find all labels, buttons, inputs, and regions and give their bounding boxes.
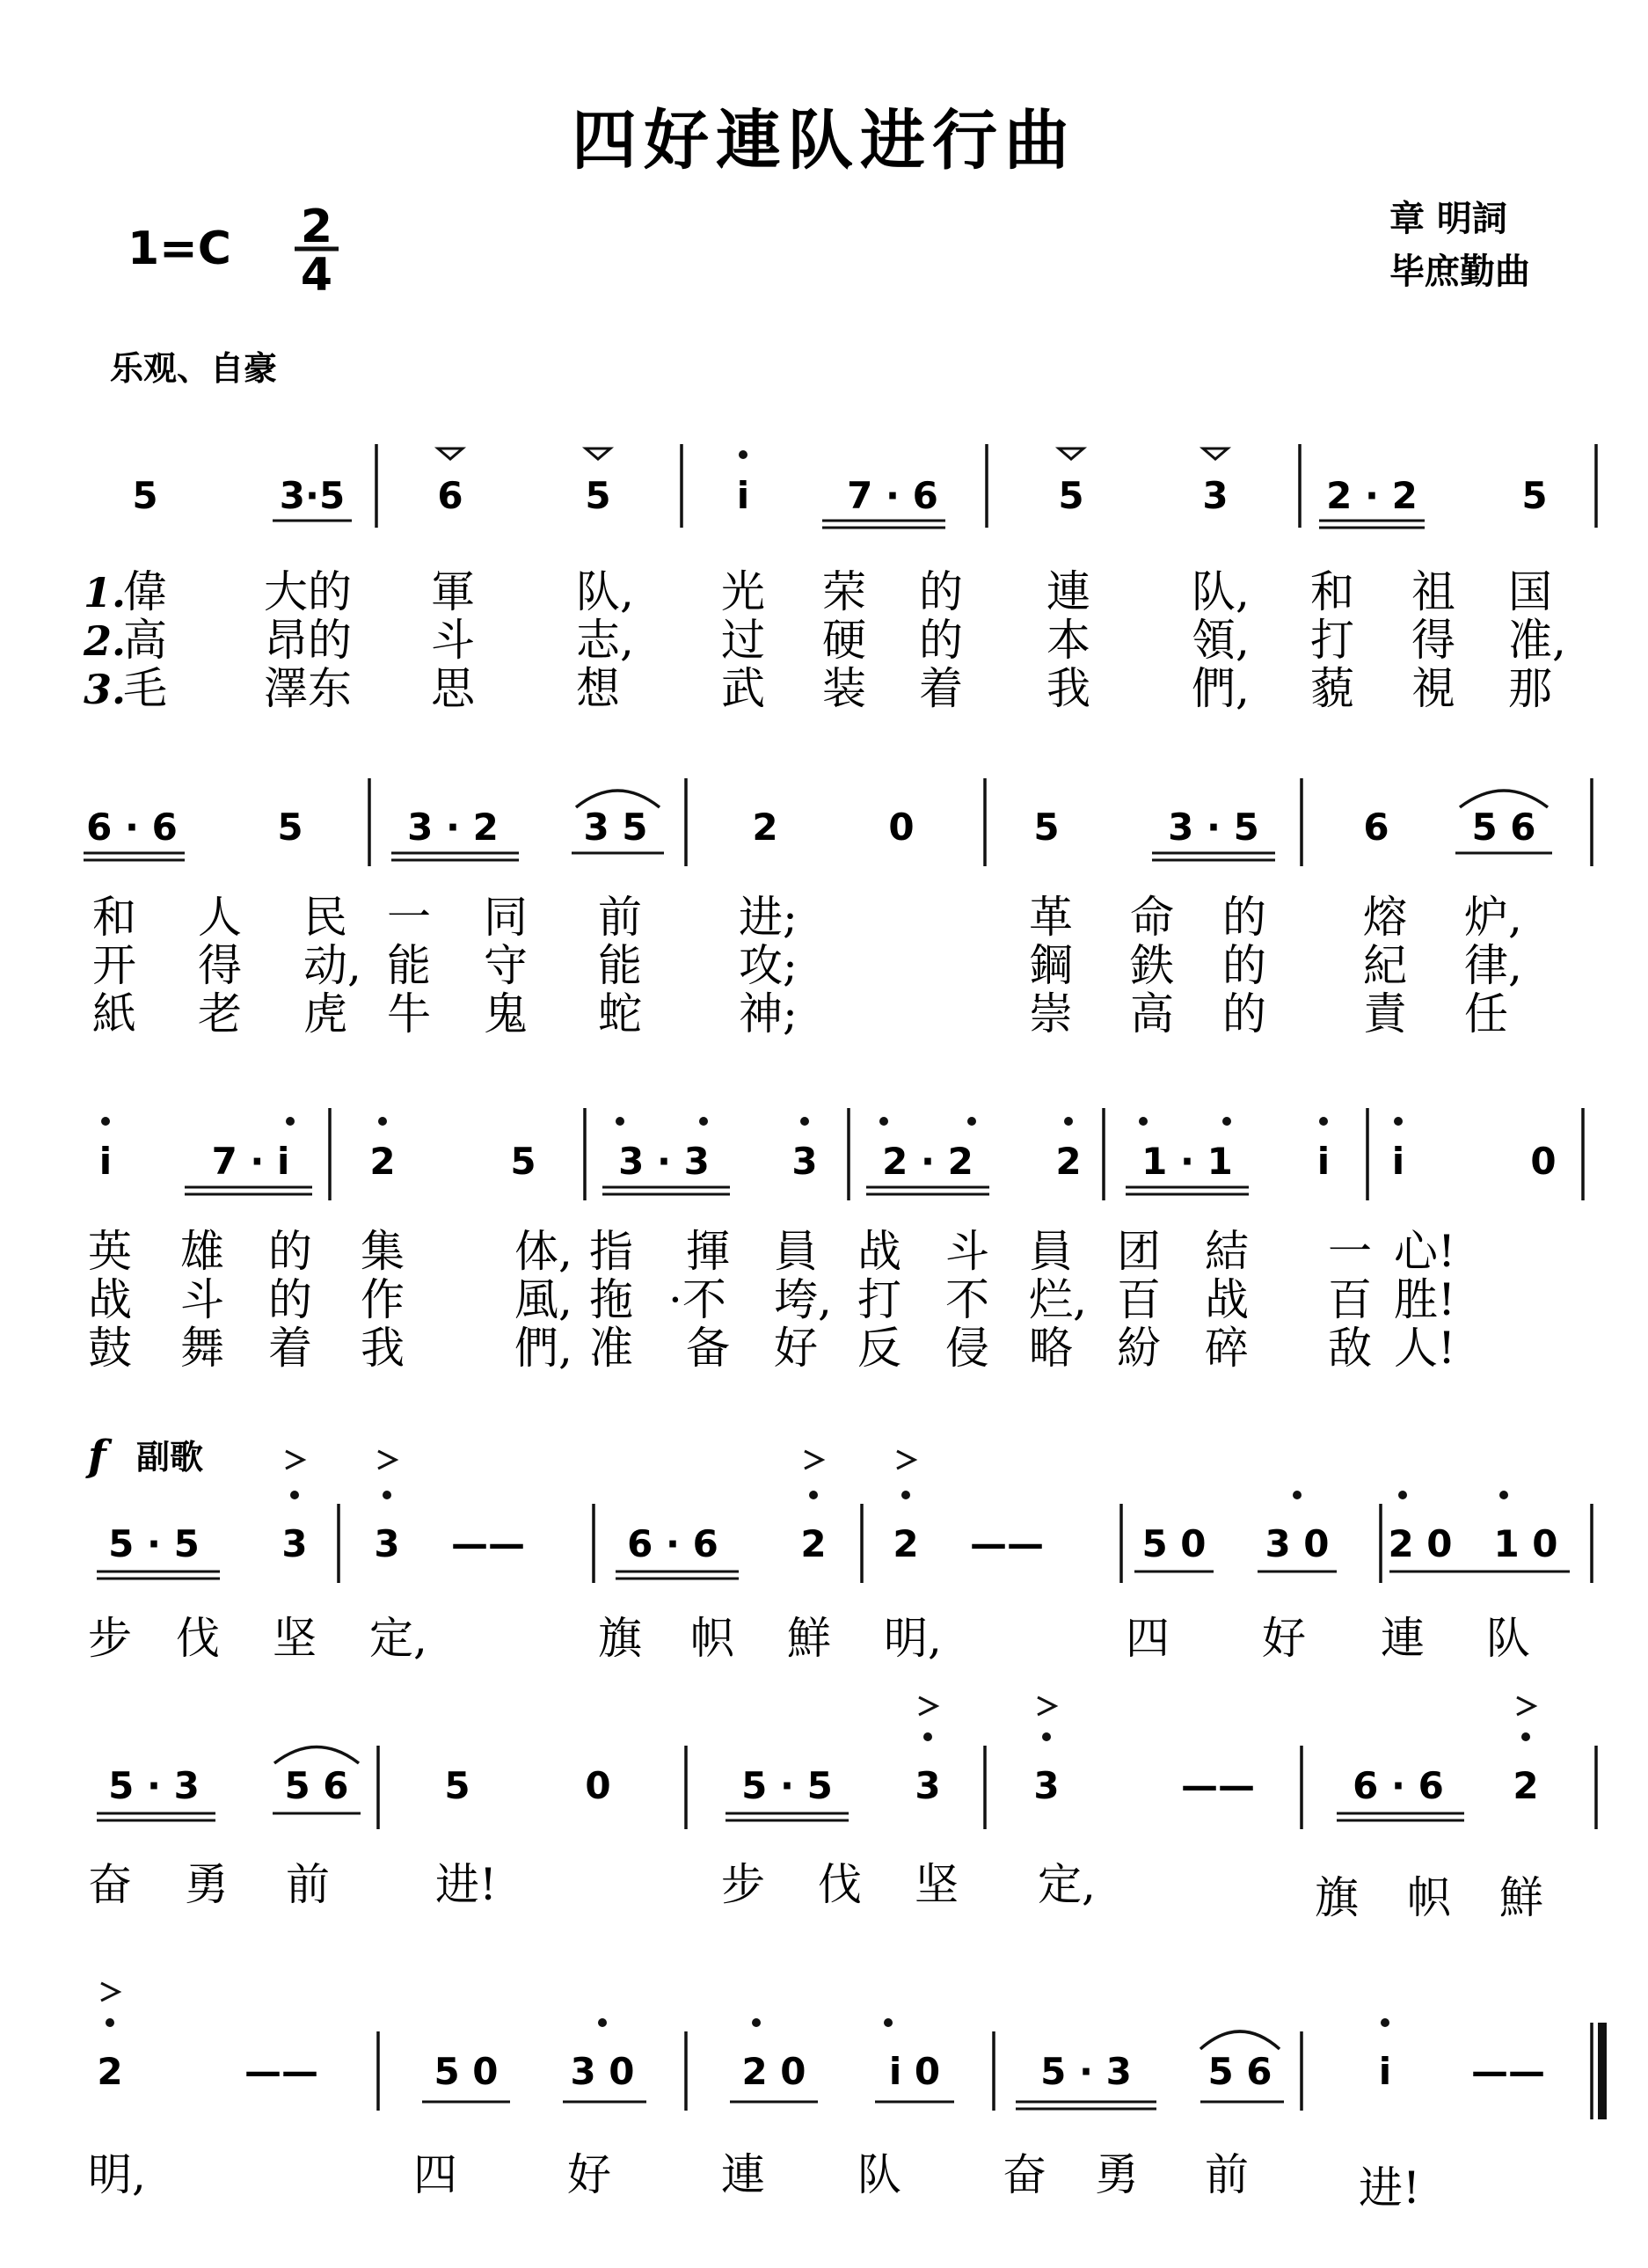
note: 6 · 6: [1353, 1764, 1444, 1807]
lyric: 鮮: [787, 1613, 831, 1664]
note: 5: [1033, 806, 1060, 849]
staff-3-notes: [99, 1140, 1557, 1183]
note: 6 · 6: [627, 1522, 718, 1565]
lyric: 人: [198, 892, 242, 943]
lyric: 責: [1363, 988, 1407, 1039]
note: 2: [369, 1140, 396, 1183]
lyric: 荣: [822, 566, 866, 617]
lyric: 藐: [1310, 663, 1354, 714]
lyric: 着: [919, 663, 963, 714]
lyric: ·不: [668, 1274, 726, 1325]
lyric: 連: [721, 2149, 765, 2200]
lyric: 作: [361, 1274, 405, 1325]
note: 3 0: [1265, 1522, 1330, 1565]
octave-dot: [286, 1117, 295, 1126]
lyric: 开: [92, 940, 136, 991]
lyric: 的: [919, 566, 963, 617]
octave-dot: [1222, 1117, 1231, 1126]
lyric: 旗: [1315, 1872, 1359, 1923]
octave-dot: [923, 1732, 932, 1741]
note: 3: [374, 1522, 400, 1565]
lyric: 領,: [1192, 615, 1250, 666]
lyric: 前: [598, 892, 642, 943]
dynamic-marking: f: [88, 1432, 106, 1481]
lyric: 和: [1310, 566, 1354, 617]
accent-mark: [897, 1451, 915, 1469]
octave-dot: [1042, 1732, 1051, 1741]
chorus-label: 副歌: [136, 1437, 204, 1477]
lyric: 英: [88, 1226, 132, 1277]
accent-mark: [1038, 1697, 1055, 1715]
lyric: 队: [857, 2149, 901, 2200]
lyric: 着: [268, 1323, 312, 1374]
lyric: 律,: [1464, 940, 1522, 991]
lyric: 老: [198, 988, 242, 1039]
lyric: 大的: [264, 566, 352, 617]
lyric: 得: [198, 940, 242, 991]
lyric: 結: [1205, 1226, 1249, 1277]
lyricist-credit: 章 明詞: [1389, 198, 1507, 239]
lyric: 明,: [88, 2149, 146, 2200]
octave-dot: [106, 2018, 114, 2027]
lyric: 能: [387, 940, 431, 991]
lyric: 命: [1130, 892, 1174, 943]
lyric: 好: [1262, 1613, 1306, 1664]
lyric: 光: [721, 566, 765, 617]
octave-dot: [967, 1117, 976, 1126]
note: 2 0: [1388, 1522, 1453, 1565]
lyric: 熔: [1363, 892, 1407, 943]
lyric: 帜: [690, 1613, 734, 1664]
lyric: 高: [123, 615, 167, 666]
note: i: [1316, 1140, 1331, 1183]
staff-2-lyrics: [92, 892, 1522, 1039]
note: 5 0: [1141, 1522, 1207, 1565]
lyric: 伐: [176, 1613, 220, 1664]
octave-dot: [598, 2018, 607, 2027]
fermata-mark: [1203, 448, 1228, 459]
note: 7 · 6: [847, 474, 938, 517]
note: 3: [791, 1140, 818, 1183]
staff-6: [88, 1983, 1602, 2213]
lyric: 拖: [589, 1274, 633, 1325]
note: 5 · 3: [108, 1764, 200, 1807]
lyric: 們,: [1192, 663, 1250, 714]
key-signature: 1=C: [128, 222, 231, 275]
lyric: 的: [1222, 940, 1266, 991]
lyric: 反: [857, 1323, 901, 1374]
lyric: 一: [1328, 1226, 1372, 1277]
note: 1 · 1: [1141, 1140, 1233, 1183]
lyric: 思: [431, 663, 475, 714]
note: 2 0: [741, 2050, 806, 2093]
octave-dot: [879, 1117, 888, 1126]
accent-mark: [101, 1983, 119, 2001]
lyric: 和: [92, 892, 136, 943]
lyric: 視: [1411, 663, 1455, 714]
octave-dot: [739, 450, 747, 459]
lyric: 好: [567, 2149, 611, 2200]
staff-3: [88, 1108, 1583, 1374]
note: 2 · 2: [882, 1140, 973, 1183]
note: 5 · 5: [741, 1764, 833, 1807]
note: 5: [277, 806, 303, 849]
lyric: 队,: [576, 566, 634, 617]
lyric: 垮,: [774, 1274, 832, 1325]
note: 5: [1058, 474, 1084, 517]
staff-1: [83, 444, 1596, 714]
fermata-mark: [1059, 448, 1083, 459]
fermata-mark: [586, 448, 610, 459]
lyric: 前: [1205, 2149, 1249, 2200]
lyric: 体,: [514, 1226, 572, 1277]
lyric: 任: [1464, 988, 1508, 1039]
lyric: 勇: [1095, 2149, 1139, 2200]
verse-number: 1.: [84, 569, 127, 616]
lyric: 的: [919, 615, 963, 666]
lyric: 祖: [1411, 566, 1455, 617]
lyric: 能: [598, 940, 642, 991]
lyric: 神;: [739, 988, 798, 1039]
note: i: [98, 1140, 113, 1183]
lyric: 国: [1508, 566, 1552, 617]
lyric: 进!: [1359, 2162, 1421, 2213]
tempo-marking: 乐观、自豪: [110, 348, 278, 388]
note: 3 0: [570, 2050, 635, 2093]
lyric: 帜: [1407, 1872, 1451, 1923]
note: i 0: [888, 2050, 941, 2093]
lyric: 步: [88, 1613, 132, 1664]
lyric: 战: [88, 1274, 132, 1325]
lyric: 高: [1130, 988, 1174, 1039]
note: 5 6: [1207, 2050, 1272, 2093]
lyric: 队,: [1192, 566, 1250, 617]
staff-5-notes: [108, 1764, 1538, 1807]
lyric: 我: [361, 1323, 405, 1374]
verse-number: 3.: [84, 666, 127, 713]
lyric: 坚: [273, 1613, 317, 1664]
note: 3: [1033, 1764, 1060, 1807]
note: 3 · 5: [1168, 806, 1259, 849]
lyric: 打: [857, 1274, 901, 1325]
note: 3 · 3: [618, 1140, 710, 1183]
note: 3 5: [583, 806, 648, 849]
lyric: 指: [589, 1226, 633, 1277]
lyric: 的: [268, 1226, 312, 1277]
lyric: 不: [945, 1274, 989, 1325]
lyric: 鋼: [1029, 940, 1073, 991]
lyric: 員: [774, 1226, 818, 1277]
lyric: 坚: [915, 1859, 959, 1910]
verse-number: 2.: [84, 617, 127, 665]
lyric: 定,: [1038, 1859, 1096, 1910]
note: 2: [800, 1522, 827, 1565]
lyric: 队: [1486, 1613, 1530, 1664]
lyric: 备: [686, 1323, 730, 1374]
staff-4: [85, 1432, 1592, 1664]
note: 2: [893, 1522, 919, 1565]
lyric: 武: [721, 663, 765, 714]
note: 2: [1513, 1764, 1539, 1807]
accent-mark: [378, 1451, 396, 1469]
lyric: 想: [576, 663, 620, 714]
note: 5 0: [434, 2050, 499, 2093]
lyric: 員: [1029, 1226, 1073, 1277]
lyric: 奋: [88, 1859, 132, 1910]
lyric: 准: [589, 1323, 633, 1374]
lyric: 連: [1046, 566, 1090, 617]
accent-mark: [1517, 1697, 1535, 1715]
note: i: [736, 474, 750, 517]
note: 5: [132, 474, 158, 517]
octave-dot: [1499, 1491, 1508, 1499]
octave-dot: [901, 1491, 910, 1499]
octave-dot: [616, 1117, 624, 1126]
lyric: 战: [857, 1226, 901, 1277]
lyric: 連: [1381, 1613, 1425, 1664]
lyric: 打: [1310, 615, 1354, 666]
lyric: 略: [1029, 1323, 1073, 1374]
note: 5: [1521, 474, 1548, 517]
lyric: 紙: [92, 988, 136, 1039]
note: 1 0: [1493, 1522, 1558, 1565]
lyric: 志,: [576, 615, 634, 666]
lyric: 旗: [598, 1613, 642, 1664]
octave-dot: [1293, 1491, 1302, 1499]
lyric: 鼓: [88, 1323, 132, 1374]
lyric: 明,: [884, 1613, 942, 1664]
staff-2: [84, 778, 1592, 1039]
lyric: 四: [1126, 1613, 1170, 1664]
note: 3: [915, 1764, 941, 1807]
lyric: 毛: [123, 663, 167, 714]
lyric: 昂的: [264, 615, 352, 666]
lyric: 定,: [369, 1613, 427, 1664]
lyric: 澤东: [264, 663, 352, 714]
lyric: 得: [1411, 615, 1455, 666]
note: 7 · i: [211, 1140, 290, 1183]
lyric: 烂,: [1029, 1274, 1087, 1325]
lyric: 进!: [435, 1859, 498, 1910]
lyric: 准,: [1508, 615, 1566, 666]
staff-5: [88, 1697, 1596, 1923]
lyric: 勇: [185, 1859, 229, 1910]
lyric: 胜!: [1394, 1274, 1456, 1325]
lyric: 奋: [1003, 2149, 1046, 2200]
lyric: 軍: [431, 566, 475, 617]
lyric: 的: [268, 1274, 312, 1325]
octave-dot: [1521, 1732, 1530, 1741]
note: 6: [437, 474, 463, 517]
note: 0: [585, 1764, 611, 1807]
note: 2 · 2: [1326, 474, 1418, 517]
lyric: 那: [1508, 663, 1552, 714]
lyric: 革: [1029, 892, 1073, 943]
octave-dot: [378, 1117, 387, 1126]
octave-dot: [1319, 1117, 1328, 1126]
lyric: 本: [1046, 615, 1090, 666]
lyric: 侵: [945, 1323, 989, 1374]
note: 3 · 2: [407, 806, 499, 849]
lyric: 的: [1222, 892, 1266, 943]
octave-dot: [884, 2018, 893, 2027]
fermata-mark: [438, 448, 463, 459]
note: 3: [1202, 474, 1229, 517]
lyric: 民: [303, 892, 347, 943]
staff-6-notes: [97, 2050, 1545, 2093]
lyric: 鮮: [1499, 1872, 1543, 1923]
staff-1-notes: [132, 474, 1547, 517]
note: 5 · 5: [108, 1522, 200, 1565]
lyric: 好: [774, 1323, 818, 1374]
note: 3: [281, 1522, 308, 1565]
lyric: 虎: [303, 988, 347, 1039]
staff-6-lyrics: [88, 2149, 1420, 2213]
lyric: 四: [413, 2149, 457, 2200]
lyric: 偉: [123, 566, 167, 617]
lyric: 我: [1046, 663, 1090, 714]
note: 5 6: [1471, 806, 1536, 849]
staff-2-notes: [86, 806, 1535, 849]
lyric: 崇: [1029, 988, 1073, 1039]
lyric: 鬼: [484, 988, 528, 1039]
lyric: 揮: [686, 1226, 730, 1277]
note: 5: [444, 1764, 470, 1807]
staff-4-lyrics: [88, 1613, 1530, 1664]
note: 6 · 6: [86, 806, 178, 849]
lyric: 人!: [1394, 1323, 1456, 1374]
lyric: 百: [1328, 1274, 1372, 1325]
lyric: 炉,: [1464, 892, 1522, 943]
lyric: 敌: [1328, 1323, 1372, 1374]
lyric: 蛇: [598, 988, 642, 1039]
lyric: 同: [484, 892, 528, 943]
lyric: 团: [1117, 1226, 1161, 1277]
composer-credit: 毕庶勤曲: [1389, 251, 1530, 292]
note: 2: [752, 806, 778, 849]
note: ——: [970, 1522, 1044, 1565]
time-signature-bottom: 4: [300, 249, 333, 302]
note: 3·5: [279, 474, 346, 517]
slur: [274, 1747, 359, 1764]
lyric: 斗: [431, 615, 475, 666]
lyric: 鉄: [1130, 940, 1174, 991]
note: 0: [1530, 1140, 1557, 1183]
note: i: [1378, 2050, 1392, 2093]
octave-dot: [699, 1117, 708, 1126]
lyric: 伐: [818, 1859, 862, 1910]
octave-dot: [1398, 1491, 1407, 1499]
note: 5: [510, 1140, 536, 1183]
lyric: 的: [1222, 988, 1266, 1039]
octave-dot: [1394, 1117, 1403, 1126]
lyric: 牛: [387, 988, 431, 1039]
lyric: 前: [286, 1859, 330, 1910]
note: 6: [1363, 806, 1389, 849]
lyric: 进;: [739, 892, 798, 943]
lyric: 舞: [180, 1323, 224, 1374]
lyric: 硬: [822, 615, 866, 666]
note: 5 · 3: [1040, 2050, 1132, 2093]
note: ——: [244, 2050, 318, 2093]
slur: [1200, 2031, 1280, 2049]
lyric: 斗: [180, 1274, 224, 1325]
accent-mark: [805, 1451, 822, 1469]
staff-5-lyrics: [88, 1859, 1543, 1923]
octave-dot: [752, 2018, 761, 2027]
note: ——: [1471, 2050, 1545, 2093]
lyric: 守: [484, 940, 528, 991]
note: 2: [97, 2050, 123, 2093]
lyric: 百: [1117, 1274, 1161, 1325]
octave-dot: [1139, 1117, 1148, 1126]
octave-dot: [290, 1491, 299, 1499]
accent-mark: [286, 1451, 303, 1469]
octave-dot: [809, 1491, 818, 1499]
note: 5 6: [284, 1764, 349, 1807]
lyric: 心!: [1394, 1226, 1456, 1277]
time-signature-top: 2: [300, 201, 333, 253]
lyric: 們,: [514, 1323, 572, 1374]
lyric: 紛: [1117, 1323, 1161, 1374]
accent-mark: [919, 1697, 937, 1715]
lyric: 紀: [1363, 940, 1407, 991]
octave-dot: [383, 1491, 391, 1499]
octave-dot: [800, 1117, 809, 1126]
lyric: 战: [1205, 1274, 1249, 1325]
lyric: 集: [361, 1226, 405, 1277]
note: 5: [585, 474, 611, 517]
staff-1-lyrics: [83, 566, 1566, 714]
note: 0: [888, 806, 915, 849]
lyric: 風,: [514, 1274, 572, 1325]
octave-dot: [1381, 2018, 1389, 2027]
lyric: 过: [721, 615, 765, 666]
song-title: 四好連队进行曲: [572, 103, 1076, 179]
note: 2: [1055, 1140, 1082, 1183]
lyric: 步: [721, 1859, 765, 1910]
octave-dot: [1064, 1117, 1073, 1126]
lyric: 斗: [945, 1226, 989, 1277]
staff-3-lyrics: [88, 1226, 1455, 1374]
lyric: 攻;: [739, 940, 798, 991]
note: i: [1391, 1140, 1405, 1183]
note: ——: [1181, 1764, 1255, 1807]
lyric: 一: [387, 892, 431, 943]
lyric: 动,: [303, 940, 361, 991]
staff-4-notes: [108, 1522, 1557, 1565]
octave-dot: [101, 1117, 110, 1126]
note: ——: [451, 1522, 525, 1565]
lyric: 雄: [180, 1226, 224, 1277]
lyric: 碎: [1205, 1323, 1249, 1374]
lyric: 装: [822, 663, 866, 714]
